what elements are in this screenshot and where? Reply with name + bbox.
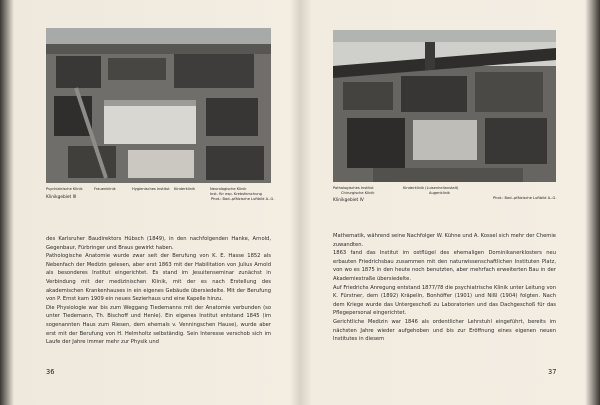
paragraph: des Karlsruher Baudirektors Hübsch (1849), in den nachfolgenden Hanke, Arnold, Gegenbaur, Fürbringer und Braus gewirkt haben. — [46, 236, 271, 251]
aerial-photo-art — [46, 28, 271, 183]
photo-credit: Phot.: Bad.-pfälzische Luftbild A.-G. — [211, 197, 275, 201]
photo-caption: Chirurgische Klinik — [341, 191, 375, 195]
right-page — [305, 0, 588, 405]
page-number: 36 — [46, 368, 55, 376]
paragraph: 1863 fand das Institut im ostflügel des ehemaligen Dominikanerklosters neu erbauten Friedrichsbau zusammen mit den naturwissenschaftlichen Instituten Platz, von wo es 1875 in den heute noch benutzten, aber mehrfach erweiterten Bau in der Akademiestraße übersiedelte. — [333, 250, 556, 282]
photo-caption: Neurologische Klinik — [210, 187, 247, 191]
region-label: Klinikgebiet IV — [333, 198, 364, 203]
region-label: Klinikgebiet III — [46, 195, 77, 200]
photo-caption: Frauenklinik — [94, 187, 116, 191]
paragraph: Gerichtliche Medizin war 1846 als ordentlicher Lehrstuhl eingeführt, bereits im nächsten Jahre wieder aufgehoben und bis zur Eröffnung eines eigenen neuen Institutes in diesem — [333, 318, 556, 343]
photo-caption: Kinderklinik — [174, 187, 196, 191]
body-text — [333, 232, 556, 344]
paragraph: Mathematik, während seine Nachfolger W. Kühne und A. Kossel sich mehr der Chemie zuwandten. — [333, 233, 556, 248]
body-text — [46, 235, 271, 347]
left-page — [12, 0, 296, 405]
photo-caption: Augenklinik — [429, 191, 450, 195]
photo-credit: Phot.: Bad.-pfälzische Luftbild A.-G. — [493, 196, 557, 200]
aerial-photo-art — [333, 30, 556, 182]
photo-caption: Psychiatrische Klinik — [46, 187, 83, 191]
paragraph: Die Physiologie war bis zum Weggang Tiedemanns mit der Anatomie verbunden (so unter Tiedemann, Th. Bischoff und Henle). Ein eigenes Institut entstand 1845 (im sogenannten Haus zum Riesen, dem ehemals v. Venningschen Hause), wurde aber erst mit der Berufung von H. Helmholtz selbständig. Sein Interesse verschob sich im Laufe der Jahre immer mehr zur Physik und — [46, 304, 271, 346]
photo-caption: Kinderklinik (Luisenheilanstalt) — [403, 186, 459, 190]
page-number: 37 — [548, 368, 557, 376]
paragraph: Pathologische Anatomie wurde zwar seit der Berufung von K. E. Hasse 1852 als Nebenfach der Medizin gelesen, aber erst 1863 mit der Habilitation von Julius Arnold als besonderes Institut eingerichtet. Es stand im Jesuitenseminar zunächst in Verbindung mit der medizinischen Klinik, mit der es nach Erstellung des akademischen Krankenhauses in ein eigenes Gebäude übersiedelte. Mit der Berufung von P. Ernst kam 1909 ein neues Sezierhaus und eine Kapelle hinzu. — [46, 253, 271, 303]
photo-caption: Inst. für exp. Krebsforschung — [210, 192, 262, 196]
photo-caption: Hygienisches Institut — [132, 187, 170, 191]
photo-caption: Pathologisches Institut — [333, 186, 374, 190]
aerial-photo-klinikgebiet-iii — [46, 28, 271, 183]
aerial-photo-klinikgebiet-iv — [333, 30, 556, 182]
paragraph: Auf Friedrichs Anregung entstand 1877/78 die psychiatrische Klinik unter Leitung von K. Fürstner, dem (1892) Kräpelin, Bonhöffer (1901) und Nißl (1904) folgten. Nach dem Kriege wurde das Untergeschoß zu Laboratorien und das Dachgeschoß für das Pflegepersonal eingerichtet. — [333, 284, 556, 317]
